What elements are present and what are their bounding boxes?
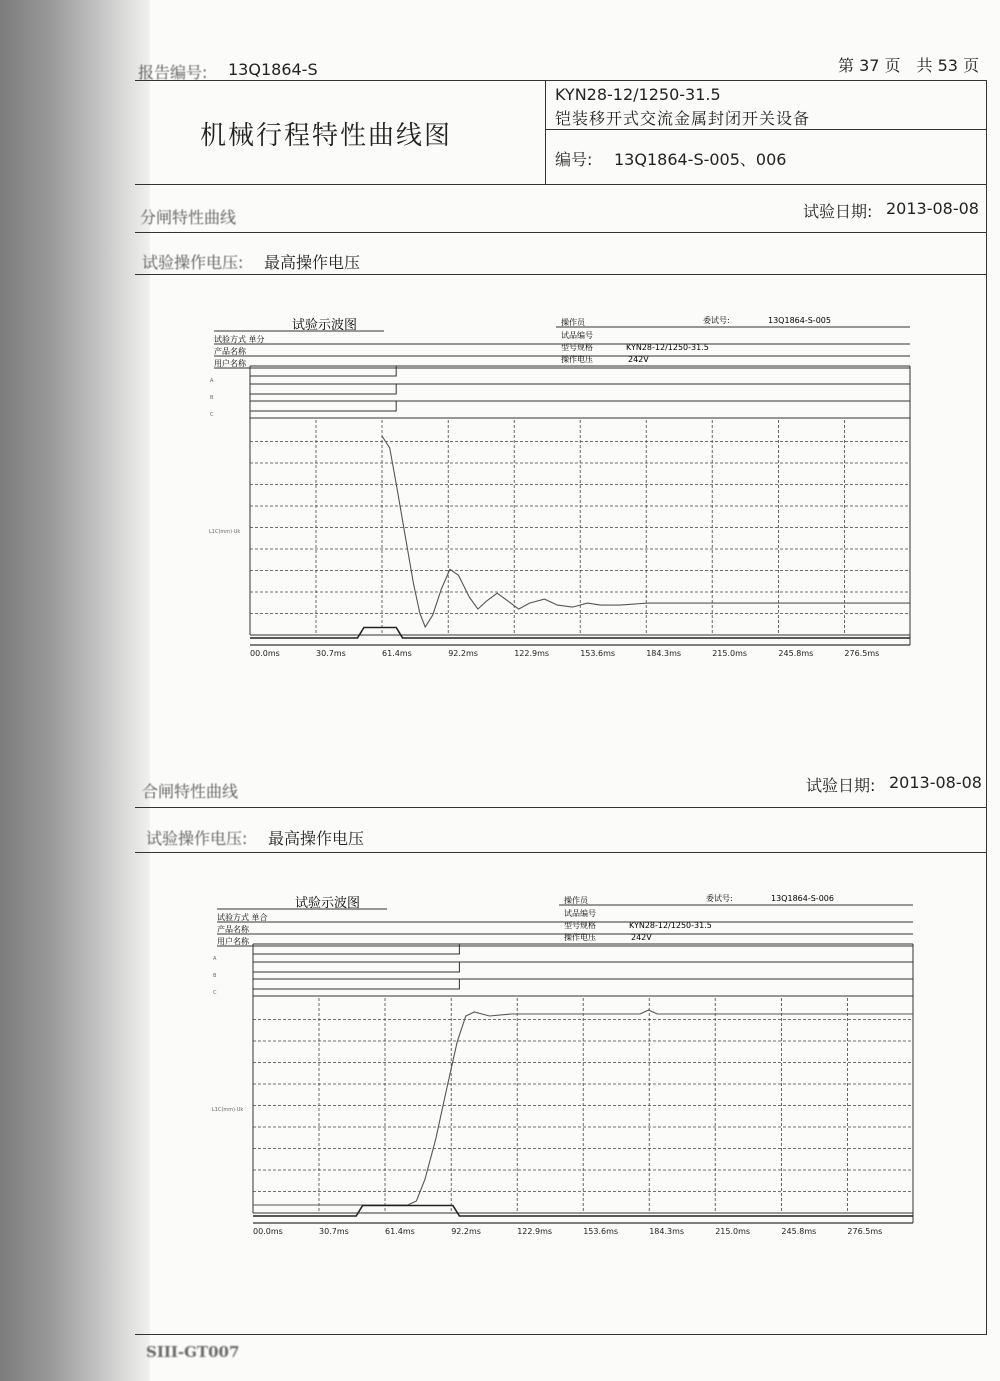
report-sub-number: 13Q1864-S-005、006 [614,150,787,169]
section-2-heading: 合闸特性曲线 [142,782,239,801]
channel-line-b [250,384,910,394]
oscillogram-1 [0,300,1000,680]
title-mid-line [545,129,986,130]
channel-line-a [250,366,910,376]
scope-1-model-label: 型号规格 [561,343,593,352]
channel-line-b [253,962,913,972]
x-tick-label: 245.8ms [781,1227,817,1236]
scope-2-channel-b: B [213,973,217,979]
section-1-line-a [135,232,987,233]
frame-bottom [135,1334,987,1335]
scope-2-channel-c: C [213,990,217,996]
x-tick-label: 61.4ms [385,1227,415,1236]
title-bottom-line [135,184,987,185]
scope-2-commission-label: 委试号: [706,894,733,903]
channel-line-c [253,979,913,989]
form-code: SIII-GT007 [146,1343,240,1361]
section-2-date: 2013-08-08 [889,773,982,792]
scope-1-product-label: 产品名称 [214,347,246,356]
channel-line-a [253,944,913,954]
x-tick-label: 215.0ms [712,649,748,658]
scope-2-voltage-value: 242V [631,933,652,942]
scope-2-plot [253,944,913,1236]
x-tick-label: 122.9ms [517,1227,553,1236]
scope-2-user-label: 用户名称 [217,937,249,946]
scope-2-test-mode: 试验方式 单合 [217,913,268,922]
product-name: 铠装移开式交流金属封闭开关设备 [555,109,811,128]
scope-2-title: 试验示波图 [295,896,361,911]
x-tick-label: 61.4ms [382,649,412,658]
scope-1-channel-a: A [210,378,214,384]
section-1-heading: 分闸特性曲线 [140,208,237,227]
frame-top [135,80,987,81]
x-tick-label: 215.0ms [715,1227,751,1236]
scope-1-voltage-label: 操作电压 [561,355,593,364]
section-1-line-b [135,274,987,275]
x-tick-label: 276.5ms [844,649,880,658]
scope-1-operator-label: 操作员 [561,318,585,327]
scope-2-model-value: KYN28-12/1250-31.5 [629,921,712,930]
report-number: 13Q1864-S [228,60,318,79]
x-tick-label: 184.3ms [646,649,682,658]
scope-1-sample-no-label: 试品编号 [561,331,593,340]
x-tick-label: 153.6ms [583,1227,619,1236]
section-2-date-label: 试验日期: [806,776,876,795]
x-tick-label: 122.9ms [514,649,550,658]
page-title: 机械行程特性曲线图 [200,121,453,151]
scope-1-title: 试验示波图 [292,318,358,333]
page-indicator: 第 37 页 共 53 页 [838,56,980,75]
scope-1-model-value: KYN28-12/1250-31.5 [626,343,709,352]
scope-2-commission-no: 13Q1864-S-006 [771,894,834,903]
x-tick-label: 245.8ms [778,649,814,658]
x-tick-label: 00.0ms [253,1227,283,1236]
x-tick-label: 00.0ms [250,649,280,658]
number-label: 编号: [555,150,593,169]
scope-2-product-label: 产品名称 [217,925,249,934]
x-tick-label: 153.6ms [580,649,616,658]
scope-1-user-label: 用户名称 [214,359,246,368]
scope-2-model-label: 型号规格 [564,921,596,930]
scope-1-channel-c: C [210,412,214,418]
scope-1-test-mode: 试验方式 单分 [214,335,265,344]
scope-1-y-label: L1C(mm)·Uk [209,529,241,535]
x-tick-label: 92.2ms [451,1227,481,1236]
scope-2-operator-label: 操作员 [564,896,588,905]
scope-2-voltage-label: 操作电压 [564,933,596,942]
scope-1-commission-no: 13Q1864-S-005 [768,316,831,325]
scope-1-commission-label: 委试号: [703,316,730,325]
section-1-date: 2013-08-08 [886,199,979,218]
section-1-date-label: 试验日期: [803,202,873,221]
oscillogram-2 [3,878,998,1258]
scope-2-sample-no-label: 试品编号 [564,909,596,918]
scope-2-y-label: L1C(mm)·Uk [212,1107,244,1113]
section-1-voltage: 最高操作电压 [264,253,361,272]
section-2-line-b [135,852,987,853]
section-2-voltage-label: 试验操作电压: [146,829,248,848]
x-tick-label: 184.3ms [649,1227,685,1236]
report-number-label: 报告编号: [138,63,208,82]
section-1-voltage-label: 试验操作电压: [142,253,244,272]
section-2-voltage: 最高操作电压 [268,829,365,848]
x-tick-label: 30.7ms [316,649,346,658]
scope-2-channel-a: A [213,956,217,962]
channel-line-c [250,401,910,411]
scope-1-plot [250,366,910,658]
x-tick-label: 276.5ms [847,1227,883,1236]
scope-1-channel-b: B [210,395,214,401]
section-2-line-a [135,807,987,808]
x-tick-label: 30.7ms [319,1227,349,1236]
model-code: KYN28-12/1250-31.5 [555,85,721,104]
title-divider [545,80,546,184]
x-tick-label: 92.2ms [448,649,478,658]
scope-1-voltage-value: 242V [628,355,649,364]
